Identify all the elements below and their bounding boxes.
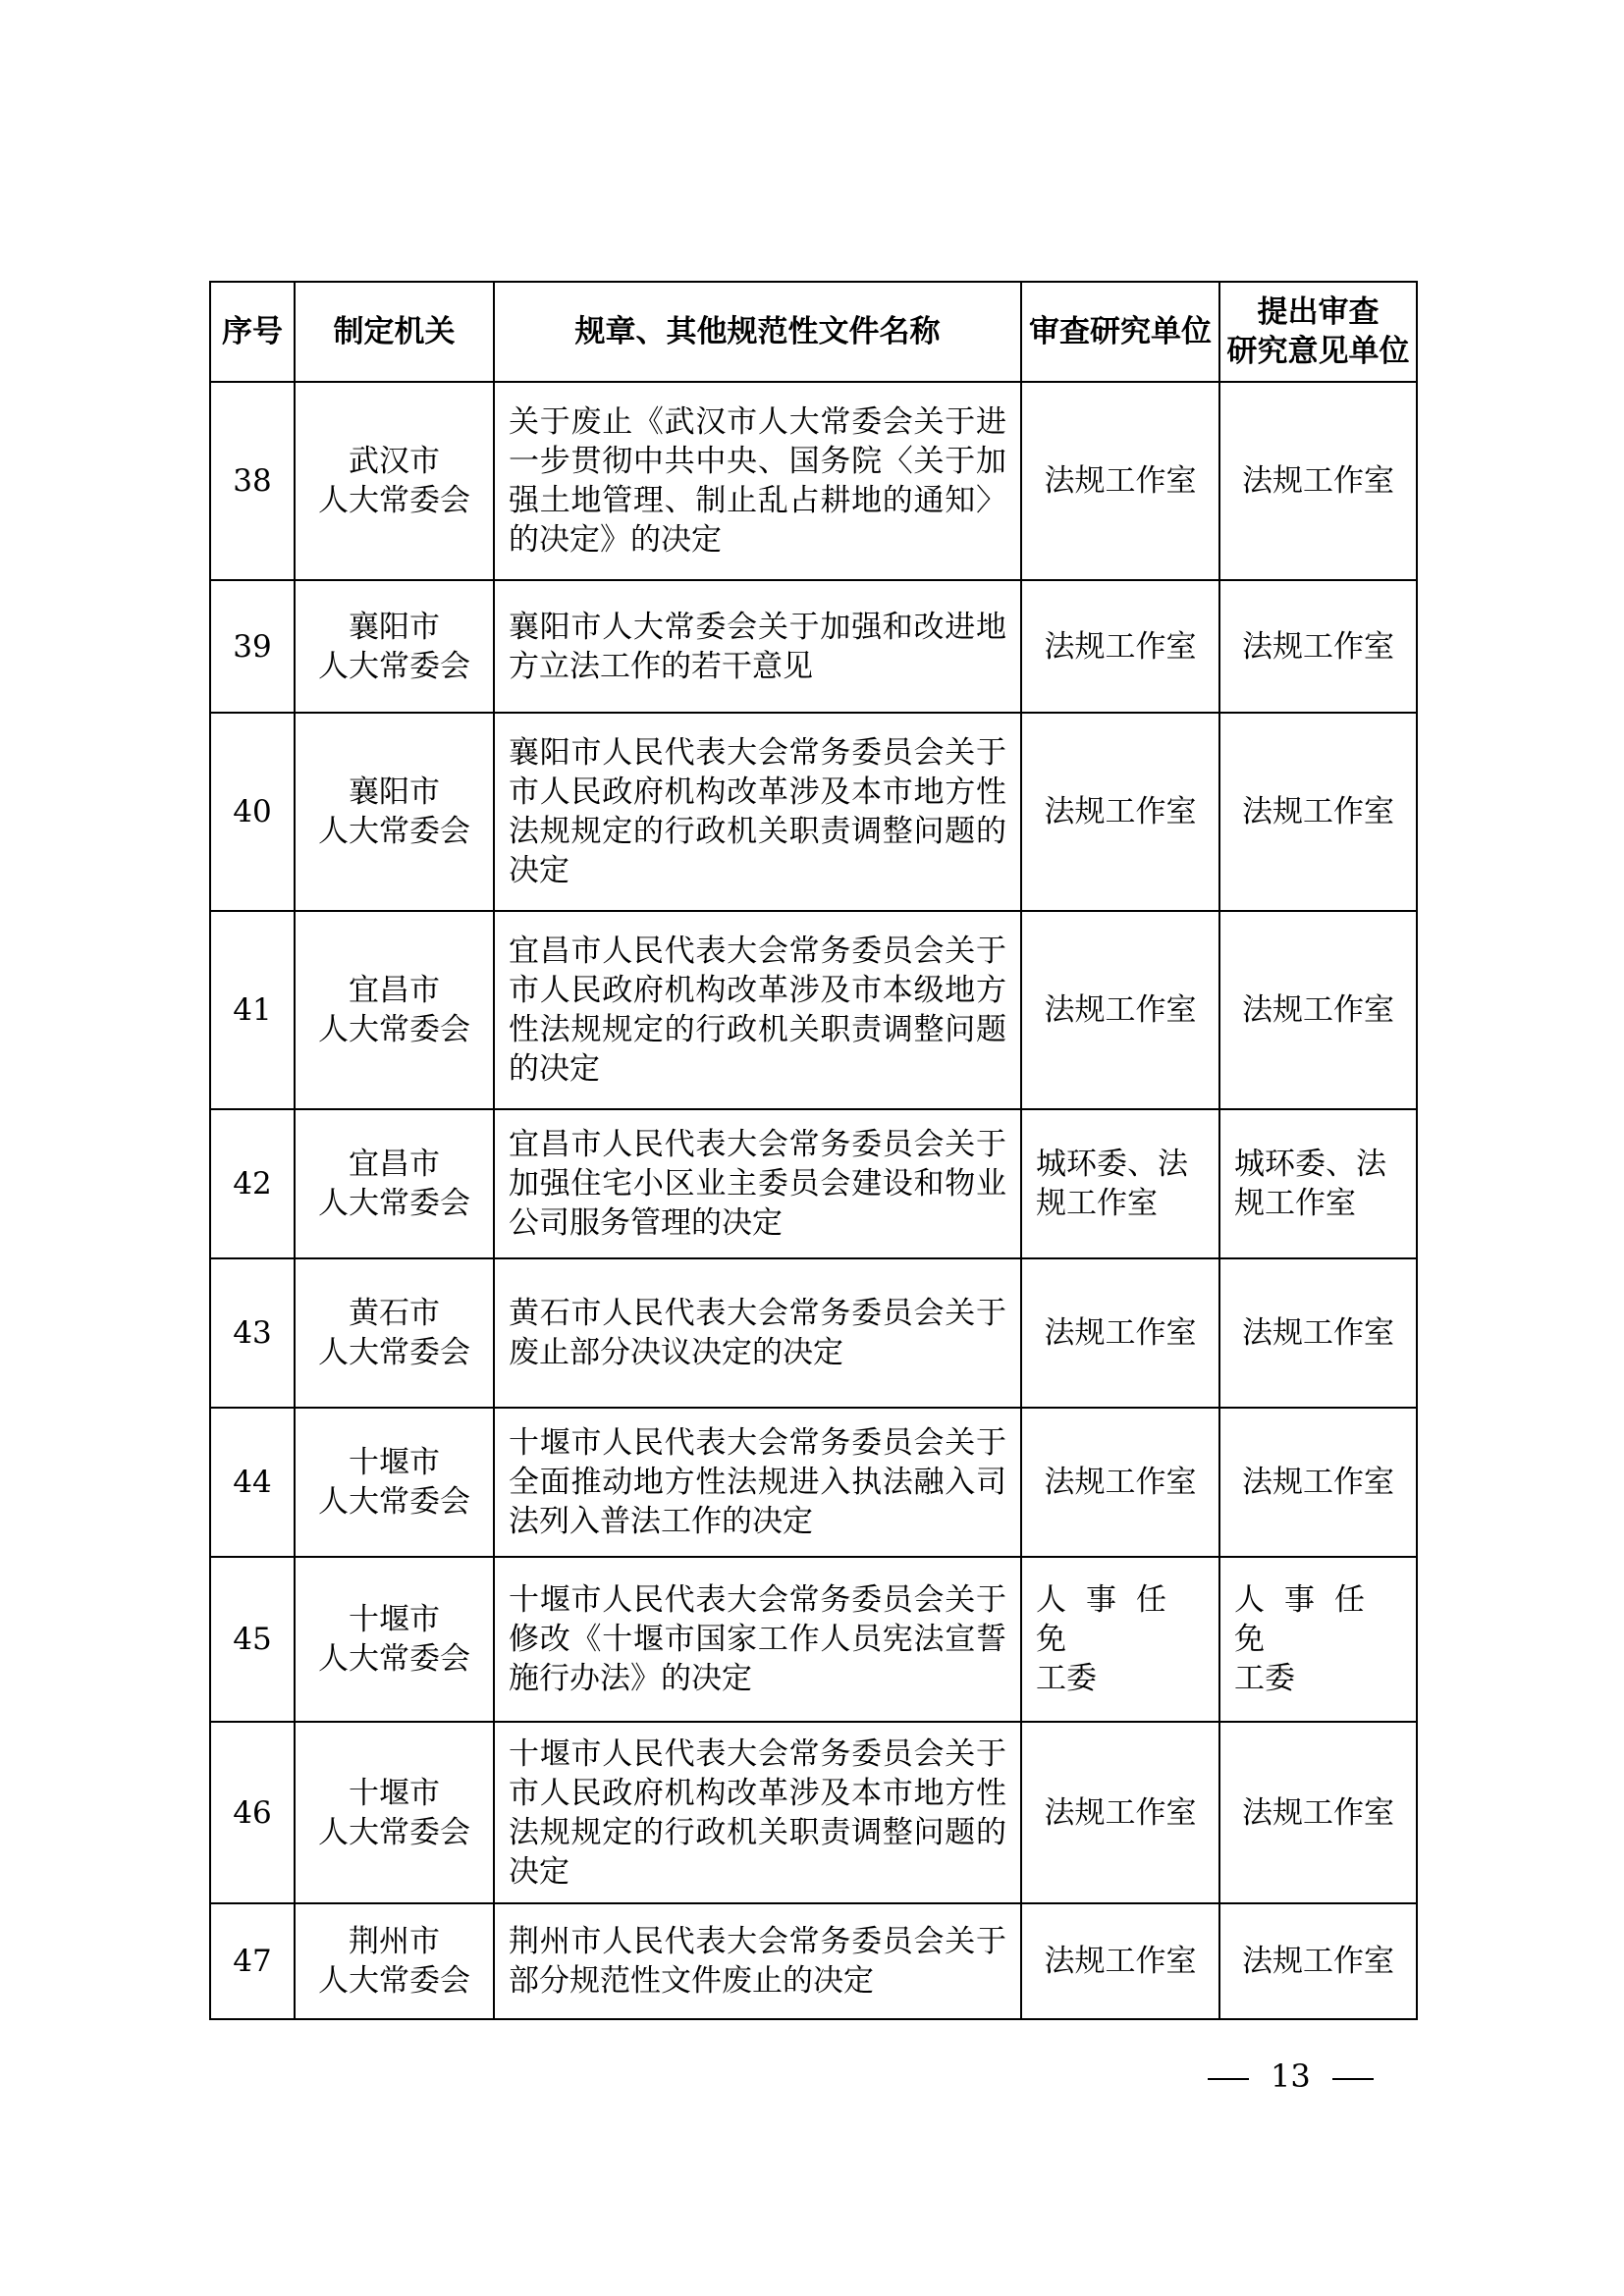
row-opinion-unit: 法规工作室 [1219,382,1417,580]
opinion-unit-line2: 工委 [1234,1661,1295,1696]
table-row [210,1722,1417,1903]
page-footer [1208,2057,1374,2095]
row-seq: 41 [210,911,295,1109]
footer-dash-left [1208,2078,1249,2080]
row-opinion-unit: 法规工作室 [1219,911,1417,1109]
row-org [295,1109,494,1258]
row-document-name: 十堰市人民代表大会常务委员会关于修改《十堰市国家工作人员宪法宣誓施行办法》的决定 [494,1557,1021,1722]
org-body: 人大常委会 [318,1814,470,1850]
row-document-name: 荆州市人民代表大会常务委员会关于部分规范性文件废止的决定 [494,1903,1021,2019]
org-body: 人大常委会 [318,648,470,684]
row-document-name: 襄阳市人大常委会关于加强和改进地方立法工作的若干意见 [494,580,1021,713]
row-document-name: 十堰市人民代表大会常务委员会关于全面推动地方性法规进入执法融入司法列入普法工作的决定 [494,1408,1021,1557]
table-row [210,1557,1417,1722]
regulations-table [209,281,1418,2020]
row-seq: 43 [210,1258,295,1408]
org-city: 宜昌市 [349,1147,440,1182]
org-body: 人大常委会 [318,1484,470,1520]
row-opinion-unit: 法规工作室 [1219,1903,1417,2019]
header-org: 制定机关 [295,282,494,382]
row-org [295,1557,494,1722]
row-seq: 46 [210,1722,295,1903]
opinion-unit-line1: 城环委、法 [1234,1147,1386,1182]
header-seq: 序号 [210,282,295,382]
org-city: 十堰市 [349,1445,440,1480]
header-opinion [1219,282,1417,382]
row-document-name: 宜昌市人民代表大会常务委员会关于加强住宅小区业主委员会建设和物业公司服务管理的决定 [494,1109,1021,1258]
opinion-unit-line1: 人事任免 [1234,1582,1384,1657]
org-body: 人大常委会 [318,483,470,518]
row-opinion-unit: 法规工作室 [1219,713,1417,911]
opinion-unit-line2: 规工作室 [1234,1186,1356,1221]
table-row [210,713,1417,911]
row-org [295,911,494,1109]
org-body: 人大常委会 [318,1186,470,1221]
row-org [295,382,494,580]
table-header-row [210,282,1417,382]
table-row [210,1109,1417,1258]
table-row [210,580,1417,713]
row-seq: 39 [210,580,295,713]
row-opinion-unit: 法规工作室 [1219,1408,1417,1557]
org-city: 襄阳市 [349,609,440,645]
org-city: 十堰市 [349,1602,440,1637]
row-seq: 47 [210,1903,295,2019]
row-review-unit: 法规工作室 [1021,382,1219,580]
row-opinion-unit [1219,1109,1417,1258]
row-review-unit: 法规工作室 [1021,1722,1219,1903]
header-opinion-line1: 提出审查 [1257,294,1380,330]
row-document-name: 襄阳市人民代表大会常务委员会关于市人民政府机构改革涉及本市地方性法规规定的行政机关职责调整问题的决定 [494,713,1021,911]
row-seq: 40 [210,713,295,911]
row-seq: 38 [210,382,295,580]
table-row [210,1258,1417,1408]
table-row [210,382,1417,580]
org-body: 人大常委会 [318,814,470,849]
review-unit-line2: 规工作室 [1036,1186,1158,1221]
row-review-unit: 法规工作室 [1021,1258,1219,1408]
org-city: 荆州市 [349,1924,440,1959]
page-number: 13 [1271,2057,1311,2095]
header-opinion-line2: 研究意见单位 [1226,334,1410,369]
org-body: 人大常委会 [318,1963,470,1999]
row-opinion-unit: 法规工作室 [1219,580,1417,713]
row-org [295,1408,494,1557]
row-review-unit [1021,1557,1219,1722]
row-review-unit: 法规工作室 [1021,580,1219,713]
review-unit-line1: 城环委、法 [1036,1147,1188,1182]
table-row [210,1903,1417,2019]
header-review: 审查研究单位 [1021,282,1219,382]
row-review-unit [1021,1109,1219,1258]
footer-dash-right [1332,2078,1374,2080]
row-review-unit: 法规工作室 [1021,1903,1219,2019]
row-org [295,1722,494,1903]
org-city: 武汉市 [349,444,440,479]
row-document-name: 十堰市人民代表大会常务委员会关于市人民政府机构改革涉及本市地方性法规规定的行政机关职责调整问题的决定 [494,1722,1021,1903]
row-seq: 45 [210,1557,295,1722]
header-name: 规章、其他规范性文件名称 [494,282,1021,382]
table-row [210,1408,1417,1557]
org-body: 人大常委会 [318,1641,470,1677]
row-org [295,713,494,911]
row-document-name: 宜昌市人民代表大会常务委员会关于市人民政府机构改革涉及市本级地方性法规规定的行政机关职责调整问题的决定 [494,911,1021,1109]
table-row [210,911,1417,1109]
row-org [295,580,494,713]
review-unit-line2: 工委 [1036,1661,1097,1696]
org-city: 襄阳市 [349,774,440,810]
row-org [295,1903,494,2019]
row-review-unit: 法规工作室 [1021,911,1219,1109]
org-city: 十堰市 [349,1775,440,1811]
row-document-name: 关于废止《武汉市人大常委会关于进一步贯彻中共中央、国务院〈关于加强土地管理、制止乱占耕地的通知〉的决定》的决定 [494,382,1021,580]
org-city: 宜昌市 [349,973,440,1008]
row-seq: 44 [210,1408,295,1557]
row-review-unit: 法规工作室 [1021,1408,1219,1557]
row-document-name: 黄石市人民代表大会常务委员会关于废止部分决议决定的决定 [494,1258,1021,1408]
org-body: 人大常委会 [318,1012,470,1047]
row-org [295,1258,494,1408]
row-review-unit: 法规工作室 [1021,713,1219,911]
row-opinion-unit: 法规工作室 [1219,1258,1417,1408]
row-opinion-unit [1219,1557,1417,1722]
org-city: 黄石市 [349,1296,440,1331]
org-body: 人大常委会 [318,1335,470,1370]
row-opinion-unit: 法规工作室 [1219,1722,1417,1903]
row-seq: 42 [210,1109,295,1258]
review-unit-line1: 人事任免 [1036,1582,1186,1657]
